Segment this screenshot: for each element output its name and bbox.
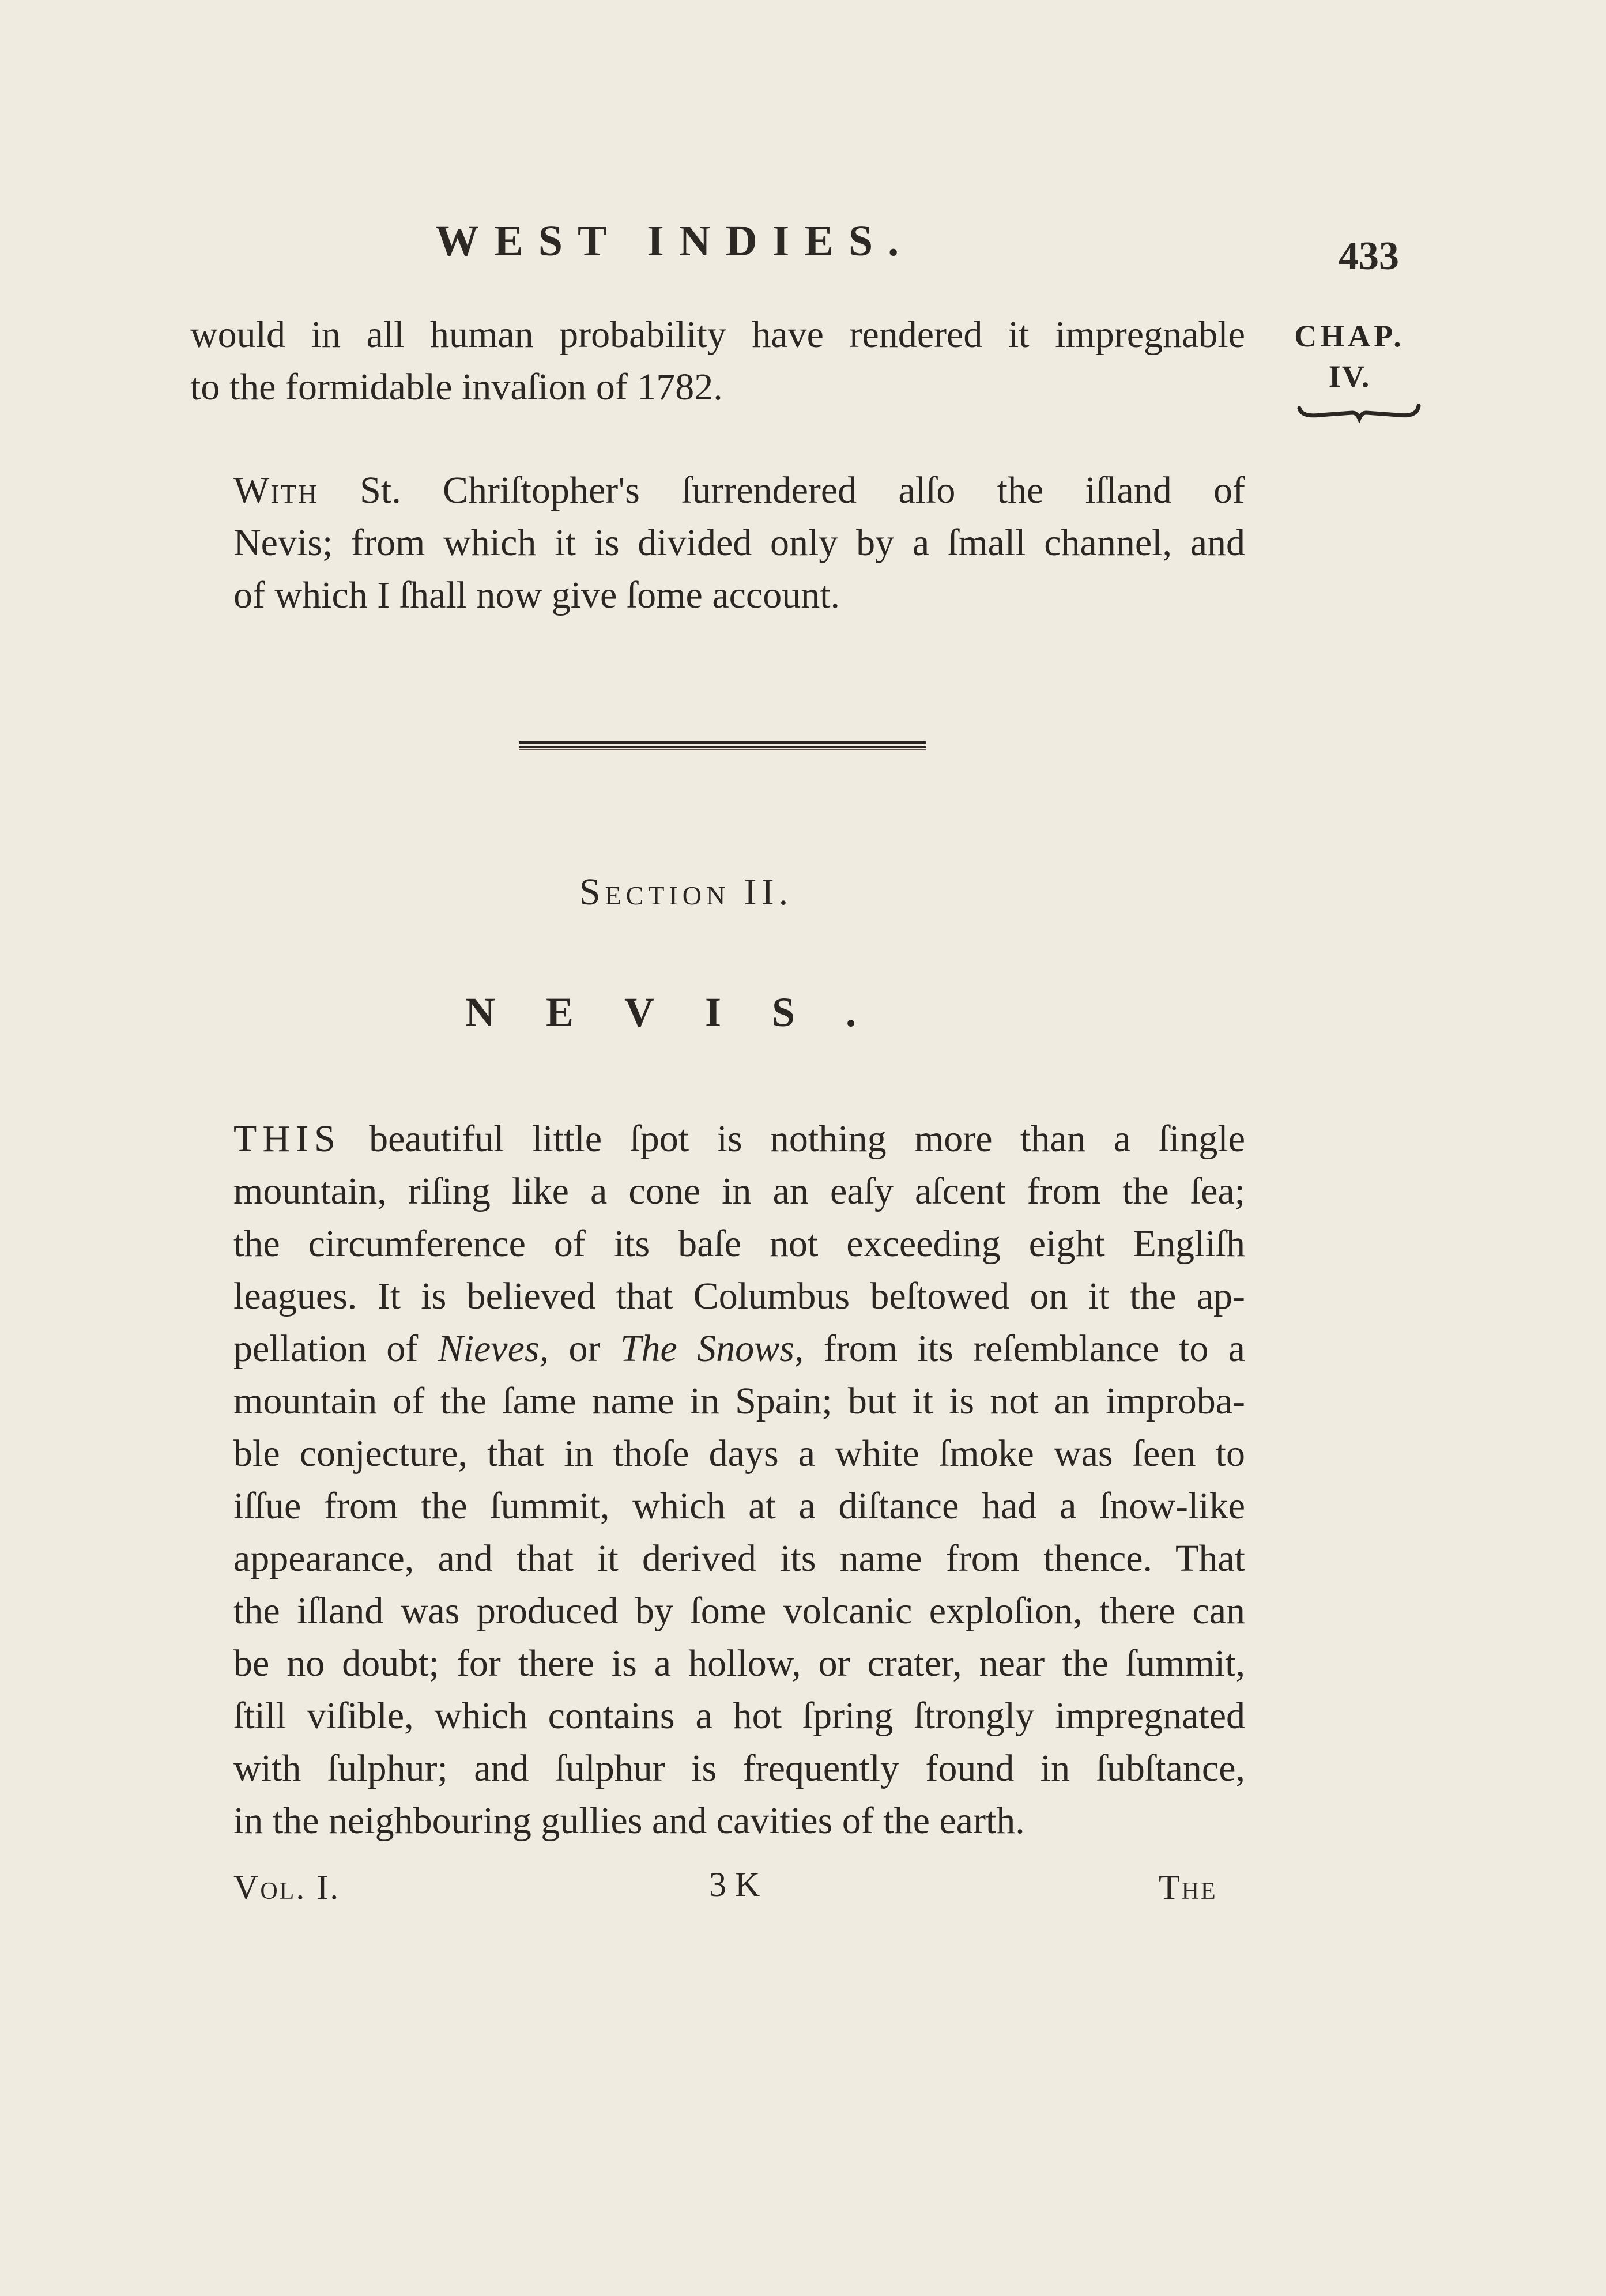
text-line: in the neighbouring gullies and cavities of the earth. (233, 1800, 1025, 1842)
text-line: would in all human probability have rendered it impregnable (190, 314, 1245, 356)
text-line: ſtill viſible, which contains a hot ſpring ſtrongly impregnated (233, 1695, 1245, 1737)
text-line: leagues. It is believed that Columbus beſtowed on it the ap- (233, 1275, 1245, 1317)
chapter-margin-note (1274, 316, 1425, 397)
paragraph-continuation (190, 308, 1245, 413)
text-run: St. Chriſtopher's ſurrendered alſo the iſland of (318, 469, 1245, 511)
chapter-label: CHAP. (1294, 319, 1405, 353)
chapter-number: IV. (1328, 359, 1371, 394)
text-line: the circumference of its baſe not exceeding eight Engliſh (233, 1223, 1245, 1265)
paragraph-nevis-description (190, 1113, 1245, 1847)
lead-word: With (233, 469, 318, 511)
page-number: 433 (1339, 234, 1399, 278)
italic-term: The Snows, (620, 1328, 804, 1370)
footer-signature-mark: 3 K (709, 1865, 760, 1903)
text-line: to the formidable invaſion of 1782. (190, 366, 723, 408)
paragraph-st-christophers (190, 464, 1245, 621)
text-run: or (549, 1328, 620, 1370)
section-heading-nevis: NEVIS. (465, 989, 907, 1035)
text-line: mountain of the ſame name in Spain; but it is not an improba- (233, 1380, 1245, 1422)
footer-catchword: The (1159, 1868, 1217, 1906)
text-line: the iſland was produced by ſome volcanic exploſion, there can (233, 1590, 1245, 1632)
running-head: WEST INDIES. (435, 217, 914, 265)
text-line: be no doubt; for there is a hollow, or crater, near the ſummit, (233, 1642, 1245, 1684)
brace-ornament (1297, 398, 1421, 423)
text-line: appearance, and that it derived its name from thence. That (233, 1537, 1245, 1579)
text-line: ble conjecture, that in thoſe days a white ſmoke was ſeen to (233, 1432, 1245, 1475)
text-line: of which I ſhall now give ſome account. (233, 574, 840, 616)
text-line: Nevis; from which it is divided only by a ſmall channel, and (233, 522, 1245, 564)
text-line (190, 1322, 1245, 1375)
text-run: beautiful little ſpot is nothing more than a ſingle (341, 1118, 1245, 1160)
section-title: Section II. (579, 871, 793, 913)
text-line: mountain, riſing like a cone in an eaſy aſcent from the ſea; (233, 1170, 1245, 1212)
text-line: with ſulphur; and ſulphur is frequently found in ſubſtance, (233, 1747, 1245, 1789)
section-divider-rule (519, 740, 926, 752)
lead-word: THIS (233, 1118, 341, 1160)
footer-volume: Vol. I. (233, 1868, 341, 1906)
text-line (190, 1113, 1245, 1165)
text-run: pellation of (233, 1328, 438, 1370)
text-run: from its reſemblance to a (804, 1328, 1245, 1370)
italic-term: Nieves, (438, 1328, 549, 1370)
text-line (190, 464, 1245, 516)
text-line: iſſue from the ſummit, which at a diſtance had a ſnow-like (233, 1485, 1245, 1527)
